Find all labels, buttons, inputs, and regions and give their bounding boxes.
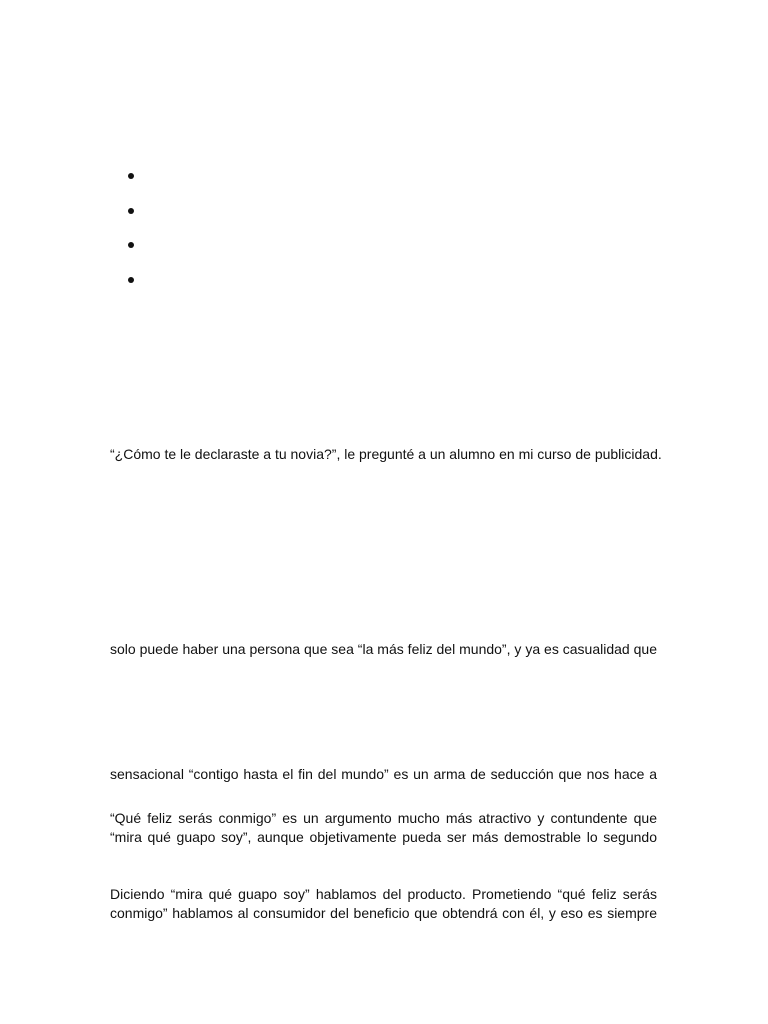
text-line: “Qué feliz serás conmigo” es un argumento mucho más atractivo y contundente que: [110, 810, 657, 826]
bullet-icon: [128, 173, 134, 179]
bullet-icon: [128, 277, 134, 283]
argument-paragraph: [110, 809, 657, 847]
sensational-paragraph: [110, 765, 657, 784]
bullet-icon: [128, 208, 134, 214]
happiest-paragraph: [110, 640, 657, 659]
text-line: conmigo” hablamos al consumidor del beneficio que obtendrá con él, y eso es siempre: [110, 905, 657, 921]
text-line: “mira qué guapo soy”, aunque objetivamente pueda ser más demostrable lo segundo: [110, 829, 657, 845]
question-paragraph: “¿Cómo te le declaraste a tu novia?”, le pregunté a un alumno en mi curso de publicidad.: [110, 446, 662, 462]
text-line: Diciendo “mira qué guapo soy” hablamos del producto. Prometiendo “qué feliz serás: [110, 886, 657, 902]
product-paragraph: [110, 885, 657, 923]
text-line: solo puede haber una persona que sea “la más feliz del mundo”, y ya es casualidad que: [110, 641, 657, 657]
text-line: sensacional “contigo hasta el fin del mundo” es un arma de seducción que nos hace a: [110, 766, 657, 782]
bullet-icon: [128, 242, 134, 248]
